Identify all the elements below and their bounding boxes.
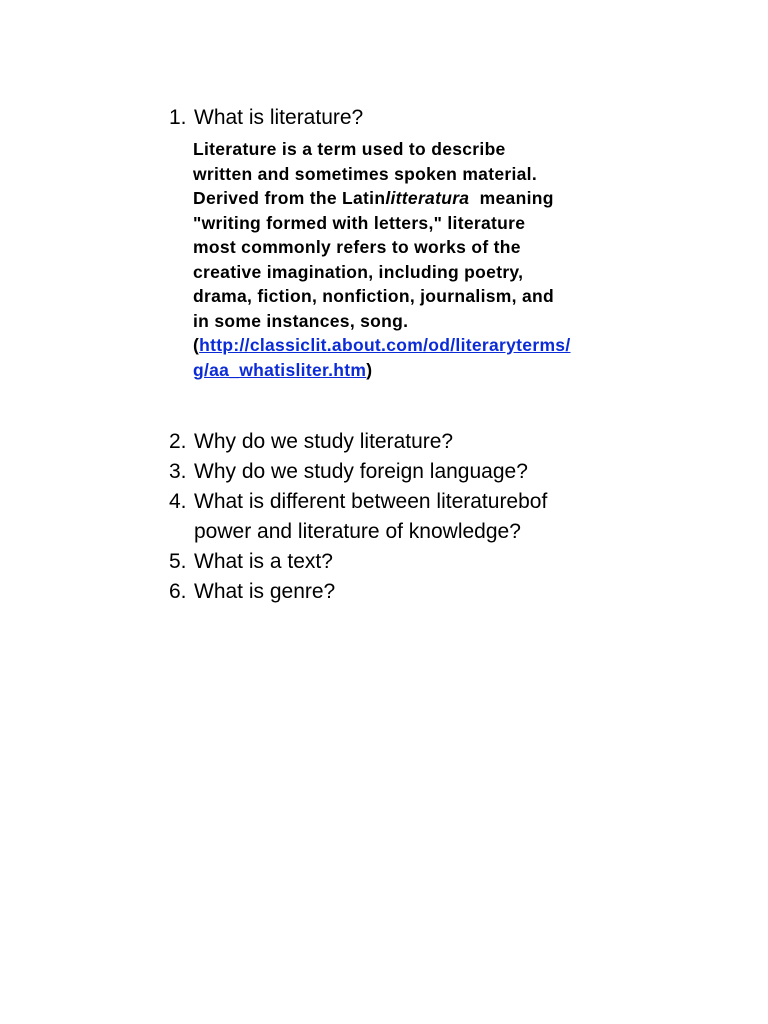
question-5: [169, 547, 333, 577]
question-text: Why do we study literature?: [194, 430, 454, 453]
question-number: 6.: [169, 580, 187, 603]
question-number: 4.: [169, 490, 187, 513]
question-text: What is a text?: [194, 550, 333, 573]
answer-line: [193, 186, 663, 211]
answer-line: [193, 358, 663, 383]
question-number: 5.: [169, 550, 187, 573]
answer-line: Literature is a term used to describe: [193, 139, 506, 159]
question-3: [169, 457, 528, 487]
open-paren: (: [193, 335, 200, 355]
question-1: [169, 103, 363, 133]
question-number: 1.: [169, 106, 187, 129]
question-6: [169, 577, 335, 607]
answer-line: creative imagination, including poetry,: [193, 261, 524, 282]
question-number: 2.: [169, 430, 187, 453]
question-text: What is literature?: [194, 106, 364, 129]
answer-line: "writing formed with letters," literature: [193, 212, 526, 233]
answer-line: drama, fiction, nonfiction, journalism, and: [193, 286, 554, 306]
question-2: [169, 427, 453, 457]
question-text: What is different between literaturebof: [194, 490, 548, 513]
question-number: 3.: [169, 460, 187, 483]
source-link-continued[interactable]: g/aa_whatisliter.htm: [193, 359, 367, 380]
close-paren: ): [366, 359, 373, 380]
answer-line: written and sometimes spoken material.: [193, 163, 538, 184]
question-text-continued: power and literature of knowledge?: [194, 520, 521, 543]
answer-text: Derived from the Latin: [193, 188, 386, 208]
answer-text: meaning: [469, 188, 554, 208]
answer-line: [193, 333, 663, 358]
answer-paragraph: [193, 137, 663, 382]
question-text: What is genre?: [194, 580, 336, 603]
source-link[interactable]: http://classiclit.about.com/od/literaryterms/: [199, 335, 571, 355]
answer-line: in some instances, song.: [193, 310, 409, 331]
question-text: Why do we study foreign language?: [194, 460, 528, 483]
question-4: [169, 487, 547, 547]
answer-line: most commonly refers to works of the: [193, 237, 521, 257]
latin-term: litteratura: [385, 188, 470, 208]
